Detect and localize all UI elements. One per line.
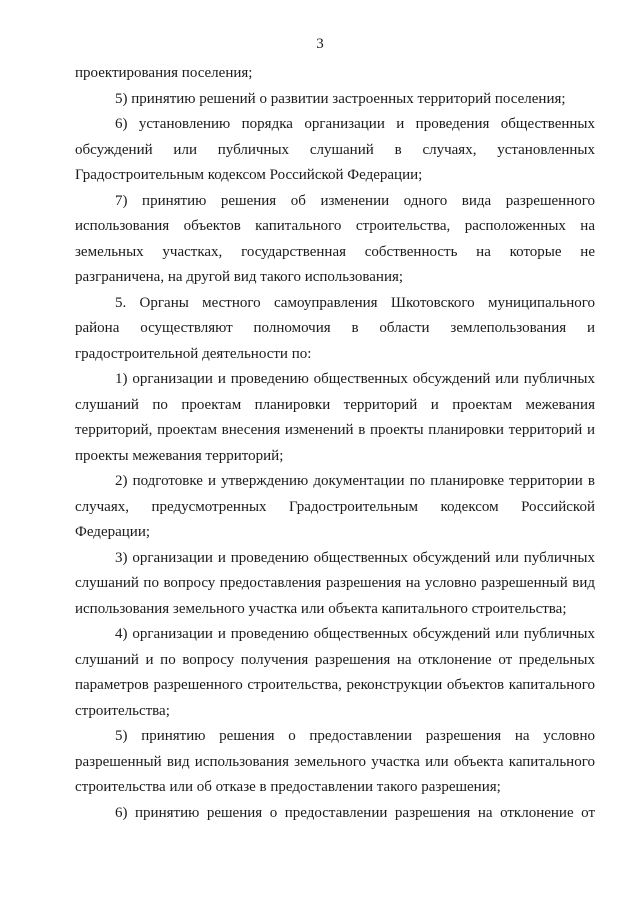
paragraph-district-item-5: 5) принятию решения о предоставлении разрешения на условно разрешенный вид использования земельного участка или объекта капитального строительства или об отказе в предоставлении такого разрешения;: [75, 728, 595, 795]
document-body: [75, 61, 595, 826]
paragraph-district-item-1: 1) организации и проведению общественных обсуждений или публичных слушаний по проектам планировки территорий и проектам межевания территорий, проектам внесения изменений в проекты планировки территорий и проекты межевания территорий;: [75, 371, 595, 464]
paragraph-district-item-6: 6) принятию решения о предоставлении разрешения на отклонение от: [115, 804, 595, 821]
paragraph-continuation: проектирования поселения;: [75, 65, 253, 81]
paragraph-item-7-permitted-use-change: 7) принятию решения об изменении одного вида разрешенного использования объектов капитального строительства, расположенных на земельных участках, государственная собственность на которые не разграничена, на другой вид такого использования;: [75, 192, 595, 285]
paragraph-district-item-2: 2) подготовке и утверждению документации по планировке территории в случаях, предусмотренных Градостроительным кодексом Российской Федерации;: [75, 473, 595, 540]
paragraph-district-item-4: 4) организации и проведению общественных обсуждений или публичных слушаний и по вопросу получения разрешения на отклонение от предельных параметров разрешенного строительства, реконструкции объектов капитального строительства;: [75, 626, 595, 719]
paragraph-district-item-3: 3) организации и проведению общественных обсуждений или публичных слушаний по вопросу предоставления разрешения на условно разрешенный вид использования земельного участка или объекта капитального строительства;: [75, 549, 595, 617]
page-number: 3: [316, 36, 324, 52]
paragraph-section-5-district-powers: 5. Органы местного самоуправления Шкотовского муниципального района осуществляют полномочия в области землепользования и градостроительной деятельности по:: [75, 294, 595, 362]
paragraph-item-6-public-hearings-procedure: 6) установлению порядка организации и проведения общественных обсуждений или публичных слушаний в случаях, установленных Градостроительным кодексом Российской Федерации;: [75, 116, 595, 183]
paragraph-item-5-developed-territories: 5) принятию решений о развитии застроенных территорий поселения;: [115, 90, 566, 107]
